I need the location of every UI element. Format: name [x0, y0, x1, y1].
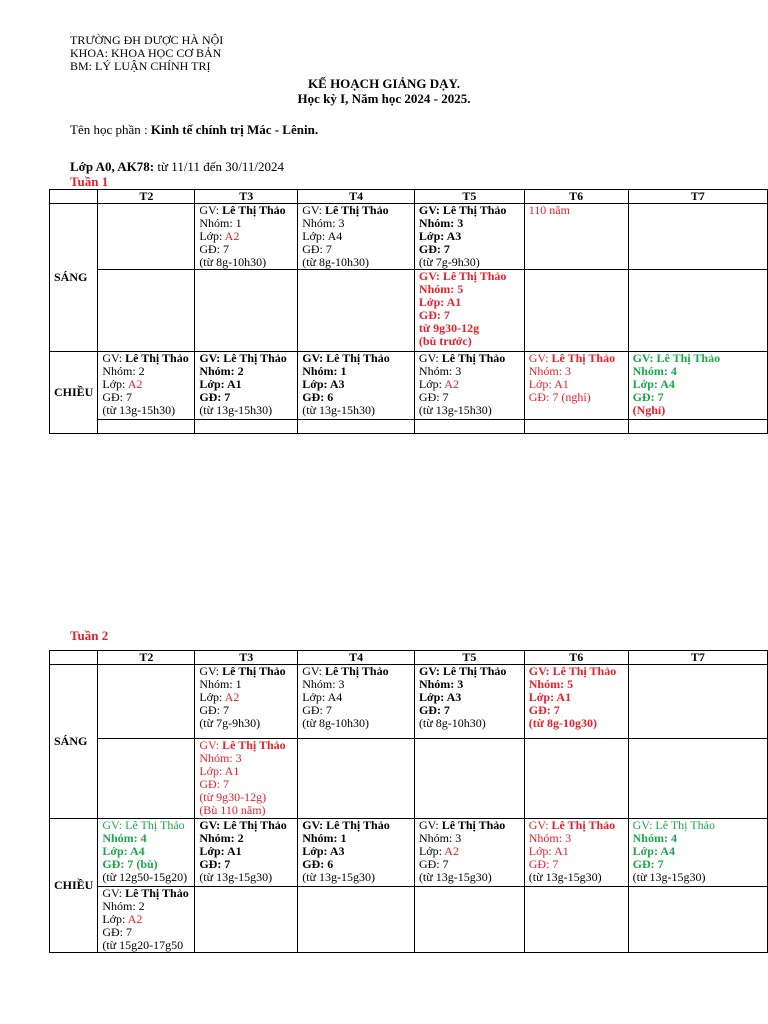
- session-cell-t6: [524, 819, 628, 887]
- session-cell-t4: [298, 665, 415, 739]
- session-cell-t4: [298, 420, 415, 434]
- schedule-row: [50, 887, 768, 953]
- session-cell-t3: [195, 887, 298, 953]
- session-cell-t3: [195, 204, 298, 270]
- session-text: Lê Thị Thảo: [441, 818, 506, 832]
- session-text: A2: [127, 377, 143, 391]
- session-cell-t3: [195, 420, 298, 434]
- session-text: GĐ: 7: [199, 703, 229, 717]
- session-text: Lớp:: [199, 690, 225, 704]
- session-text: Lớp:: [418, 844, 445, 858]
- session-text: GĐ: 7: [102, 390, 133, 404]
- day-header-t3: T3: [195, 190, 298, 204]
- session-text: Lớp: A3: [418, 229, 462, 243]
- session-line: [529, 204, 624, 217]
- session-text: (từ 8g-10h30): [302, 255, 370, 269]
- session-line: [419, 256, 520, 269]
- session-text: Lớp: A4: [632, 377, 675, 391]
- session-cell-t5: [414, 420, 524, 434]
- session-text: Lớp: A1: [528, 844, 569, 858]
- session-text: Nhóm: 3: [528, 364, 572, 378]
- session-text: (từ 13g-15h30): [302, 403, 376, 417]
- session-text: Nhóm: 4: [102, 831, 147, 845]
- session-text: Nhóm: 2: [102, 899, 145, 913]
- session-cell-t3: [195, 665, 298, 739]
- session-text: Nhóm: 2: [199, 364, 244, 378]
- session-cell-t4: [298, 204, 415, 270]
- session-text: Nhóm: 1: [302, 364, 347, 378]
- session-line: [419, 404, 520, 417]
- session-text: GV: Lê Thị Thảo: [418, 269, 507, 283]
- session-cell-t5: [414, 739, 524, 819]
- session-cell-t4: [298, 270, 415, 352]
- course-label: Tên học phần :: [70, 122, 151, 137]
- session-text: Nhóm: 3: [199, 751, 242, 765]
- session-text: A2: [127, 912, 143, 926]
- session-text: GĐ: 7: [302, 242, 332, 256]
- session-text: (từ 13g-15g30): [528, 870, 602, 884]
- session-text: GĐ: 7: [302, 703, 332, 717]
- session-cell-t7: [628, 819, 767, 887]
- week-2-table: [49, 650, 768, 953]
- day-header-t2: T2: [98, 651, 195, 665]
- session-line: [102, 939, 190, 952]
- session-text: GV: Lê Thị Thảo: [632, 351, 721, 365]
- doc-subtitle: Học kỳ I, Năm học 2024 - 2025.: [297, 91, 471, 106]
- session-text: GV: Lê Thị Thảo: [302, 818, 390, 832]
- session-text: Nhóm: 2: [102, 364, 145, 378]
- day-header-t7: T7: [628, 651, 767, 665]
- session-cell-t7: [628, 420, 767, 434]
- week-1-label: Tuần 1: [70, 174, 109, 189]
- session-line: [419, 871, 520, 884]
- session-text: GĐ: 7: [102, 925, 133, 939]
- session-text: Lê Thị Thảo: [222, 738, 286, 752]
- session-line: [302, 404, 410, 417]
- day-header-t4: T4: [298, 651, 415, 665]
- session-cell-t2: [98, 887, 195, 953]
- session-cell-t5: [414, 204, 524, 270]
- session-cell-t4: [298, 887, 415, 953]
- session-text: (từ 8g-10h30): [199, 255, 267, 269]
- session-text: Nhóm: 5: [528, 677, 574, 691]
- course-line: [70, 122, 318, 138]
- day-header-t5: T5: [414, 190, 524, 204]
- corner-cell: [50, 190, 98, 204]
- session-text: GV: Lê Thị Thảo: [418, 203, 507, 217]
- session-text: GĐ: 7: [418, 857, 449, 871]
- schedule-row: [50, 204, 768, 270]
- session-text: Nhóm: 1: [302, 831, 347, 845]
- session-text: Lớp: A4: [302, 690, 343, 704]
- session-cell-t5: [414, 665, 524, 739]
- day-header-t4: T4: [298, 190, 415, 204]
- session-text: (Bù 110 năm): [199, 803, 266, 817]
- session-text: GV:: [418, 351, 442, 365]
- session-line: [529, 391, 624, 404]
- session-cell-t3: [195, 270, 298, 352]
- session-text: GĐ: 7: [418, 308, 450, 322]
- session-text: GV:: [199, 664, 223, 678]
- session-text: Lớp:: [102, 912, 128, 926]
- session-cell-t6: [524, 420, 628, 434]
- session-text: (bù trước): [418, 334, 472, 348]
- day-header-row: [50, 651, 768, 665]
- session-text: Lớp: A1: [199, 844, 242, 858]
- session-text: Lớp: A4: [302, 229, 343, 243]
- session-text: GV: Lê Thị Thảo: [199, 818, 287, 832]
- session-text: A2: [444, 844, 459, 858]
- session-text: Nhóm: 1: [199, 677, 242, 691]
- session-line: [633, 404, 763, 417]
- session-text: GV:: [199, 203, 223, 217]
- class-label: Lớp A0, AK78:: [70, 159, 155, 174]
- session-text: GĐ: 7: [632, 390, 664, 404]
- session-cell-t3: [195, 352, 298, 420]
- session-text: từ 9g30-12g: [418, 321, 480, 335]
- session-text: (từ 8g-10h30): [302, 716, 370, 730]
- session-cell-t5: [414, 270, 524, 352]
- session-text: (từ 7g-9h30): [418, 255, 480, 269]
- session-text: Nhóm: 3: [418, 364, 462, 378]
- schedule-row: [50, 352, 768, 420]
- day-header-t2: T2: [98, 190, 195, 204]
- session-cell-t2: [98, 204, 195, 270]
- session-text: (từ 7g-9h30): [199, 716, 261, 730]
- period-afternoon: CHIỀU: [50, 819, 98, 953]
- session-cell-t5: [414, 352, 524, 420]
- session-text: Lớp: A3: [302, 844, 345, 858]
- session-cell-t7: [628, 665, 767, 739]
- session-text: GV:: [528, 351, 552, 365]
- session-text: GĐ: 7: [418, 703, 450, 717]
- schedule-row: [50, 819, 768, 887]
- session-cell-t2: [98, 352, 195, 420]
- session-line: [199, 871, 293, 884]
- session-cell-t6: [524, 270, 628, 352]
- session-text: (từ 13g-15h30): [199, 403, 273, 417]
- day-header-row: [50, 190, 768, 204]
- session-line: [302, 871, 410, 884]
- session-text: GV:: [302, 664, 325, 678]
- session-text: GV:: [199, 738, 223, 752]
- session-line: [199, 717, 293, 730]
- department-name: BM: LÝ LUẬN CHÍNH TRỊ: [70, 59, 211, 73]
- period-afternoon: CHIỀU: [50, 352, 98, 434]
- session-text: (từ 13g-15g30): [418, 870, 492, 884]
- session-cell-t3: [195, 739, 298, 819]
- session-text: Nhóm: 3: [418, 216, 464, 230]
- session-line: [419, 335, 520, 348]
- session-text: Lê Thị Thảo: [325, 203, 389, 217]
- session-text: Nhóm: 1: [199, 216, 242, 230]
- session-text: (từ 9g30-12g): [199, 790, 267, 804]
- session-line: [529, 871, 624, 884]
- day-header-t6: T6: [524, 190, 628, 204]
- session-text: GV:: [528, 818, 552, 832]
- session-text: Lê Thị Thảo: [551, 351, 616, 365]
- session-text: Lớp:: [199, 229, 225, 243]
- session-text: Lê Thị Thảo: [222, 203, 286, 217]
- session-line: [102, 871, 190, 884]
- session-text: GĐ: 7: [199, 857, 231, 871]
- session-text: (từ 12g50-15g20): [102, 870, 188, 884]
- session-cell-t5: [414, 819, 524, 887]
- session-cell-t5: [414, 887, 524, 953]
- session-text: GV:: [102, 351, 126, 365]
- session-text: GĐ: 7: [528, 857, 559, 871]
- session-text: GV: Lê Thị Thảo: [418, 664, 507, 678]
- session-text: GV: Lê Thị Thảo: [528, 664, 617, 678]
- session-text: GĐ: 6: [302, 390, 334, 404]
- faculty-name: KHOA: KHOA HỌC CƠ BẢN: [70, 46, 222, 60]
- session-text: Lớp: A3: [302, 377, 345, 391]
- session-text: Lớp:: [102, 377, 128, 391]
- session-text: Nhóm: 5: [418, 282, 464, 296]
- session-line: [199, 804, 293, 817]
- session-text: Lớp: A1: [199, 764, 240, 778]
- session-text: GV: Lê Thị Thảo: [632, 818, 715, 832]
- session-cell-t4: [298, 352, 415, 420]
- session-line: [419, 717, 520, 730]
- session-cell-t7: [628, 739, 767, 819]
- session-text: Lê Thị Thảo: [125, 351, 189, 365]
- session-text: GV:: [418, 818, 442, 832]
- session-text: Nhóm: 3: [418, 831, 462, 845]
- session-text: Lớp: A3: [418, 690, 462, 704]
- session-text: Lớp: A4: [632, 844, 675, 858]
- session-text: Lê Thị Thảo: [325, 664, 389, 678]
- day-header-t6: T6: [524, 651, 628, 665]
- session-text: Nhóm: 3: [528, 831, 572, 845]
- session-text: GV: Lê Thị Thảo: [302, 351, 390, 365]
- session-text: Lê Thị Thảo: [125, 886, 189, 900]
- session-text: (từ 13g-15g30): [302, 870, 376, 884]
- session-line: [102, 404, 190, 417]
- session-text: (từ 15g20-17g50: [102, 938, 184, 952]
- corner-cell: [50, 651, 98, 665]
- session-cell-t7: [628, 352, 767, 420]
- session-text: GĐ: 6: [302, 857, 334, 871]
- session-cell-t7: [628, 204, 767, 270]
- session-text: Nhóm: 3: [418, 677, 464, 691]
- week-1-table: [49, 189, 768, 434]
- schedule-row: [50, 420, 768, 434]
- session-text: Nhóm: 3: [302, 677, 345, 691]
- session-text: Lê Thị Thảo: [222, 664, 286, 678]
- class-range: từ 11/11 đến 30/11/2024: [154, 159, 284, 174]
- session-cell-t2: [98, 270, 195, 352]
- session-text: (từ 8g-10g30): [528, 716, 597, 730]
- session-line: [633, 871, 763, 884]
- session-text: (từ 13g-15g30): [632, 870, 706, 884]
- day-header-t5: T5: [414, 651, 524, 665]
- session-text: (từ 13g-15h30): [418, 403, 492, 417]
- session-cell-t6: [524, 352, 628, 420]
- university-name: TRƯỜNG ĐH DƯỢC HÀ NỘI: [70, 33, 224, 47]
- session-cell-t6: [524, 204, 628, 270]
- session-cell-t4: [298, 819, 415, 887]
- session-text: GĐ: 7: [199, 242, 229, 256]
- day-header-t7: T7: [628, 190, 767, 204]
- session-cell-t6: [524, 887, 628, 953]
- session-text: GV: Lê Thị Thảo: [199, 351, 287, 365]
- session-text: Lê Thị Thảo: [441, 351, 506, 365]
- session-cell-t4: [298, 739, 415, 819]
- session-text: Lớp: A4: [102, 844, 145, 858]
- week-2-label: Tuần 2: [70, 628, 109, 643]
- session-text: Lê Thị Thảo: [551, 818, 616, 832]
- session-cell-t6: [524, 665, 628, 739]
- session-text: GĐ: 7 (bù): [102, 857, 158, 871]
- session-cell-t2: [98, 665, 195, 739]
- session-text: Nhóm: 3: [302, 216, 345, 230]
- session-cell-t2: [98, 819, 195, 887]
- session-text: GĐ: 7: [528, 703, 560, 717]
- session-text: GV:: [102, 886, 126, 900]
- session-line: [199, 404, 293, 417]
- session-text: (Nghỉ): [632, 403, 666, 417]
- session-line: [199, 256, 293, 269]
- class-line: [70, 159, 284, 175]
- doc-title: KẾ HOẠCH GIẢNG DẠY.: [308, 76, 460, 91]
- session-text: 110 năm: [528, 203, 570, 217]
- session-text: GĐ: 7: [418, 242, 450, 256]
- session-text: Nhóm: 4: [632, 364, 677, 378]
- session-text: Lớp: A1: [199, 377, 242, 391]
- schedule-row: [50, 665, 768, 739]
- period-morning: SÁNG: [50, 665, 98, 819]
- session-text: Lớp: A1: [528, 377, 569, 391]
- session-cell-t6: [524, 739, 628, 819]
- session-text: GĐ: 7: [199, 390, 231, 404]
- session-text: Lớp: A1: [418, 295, 462, 309]
- session-line: [529, 717, 624, 730]
- schedule-row: [50, 270, 768, 352]
- course-name: Kinh tế chính trị Mác - Lênin.: [150, 122, 319, 137]
- session-cell-t2: [98, 739, 195, 819]
- session-text: GĐ: 7: [418, 390, 449, 404]
- session-text: GV:: [302, 203, 325, 217]
- session-text: Nhóm: 4: [632, 831, 677, 845]
- session-line: [302, 256, 410, 269]
- session-text: A2: [224, 690, 240, 704]
- session-text: A2: [224, 229, 240, 243]
- period-morning: SÁNG: [50, 204, 98, 352]
- session-cell-t7: [628, 887, 767, 953]
- session-text: GV: Lê Thị Thảo: [102, 818, 185, 832]
- day-header-t3: T3: [195, 651, 298, 665]
- session-text: Lớp:: [418, 377, 445, 391]
- session-text: Lớp: A1: [528, 690, 572, 704]
- session-text: Nhóm: 2: [199, 831, 244, 845]
- session-text: GĐ: 7 (nghỉ): [528, 390, 591, 404]
- session-text: (từ 13g-15h30): [102, 403, 176, 417]
- session-text: (từ 8g-10h30): [418, 716, 486, 730]
- session-cell-t2: [98, 420, 195, 434]
- session-text: (từ 13g-15g30): [199, 870, 273, 884]
- session-cell-t3: [195, 819, 298, 887]
- session-text: GĐ: 7: [632, 857, 664, 871]
- session-line: [302, 717, 410, 730]
- schedule-row: [50, 739, 768, 819]
- session-text: GĐ: 7: [199, 777, 229, 791]
- session-text: A2: [444, 377, 459, 391]
- session-cell-t7: [628, 270, 767, 352]
